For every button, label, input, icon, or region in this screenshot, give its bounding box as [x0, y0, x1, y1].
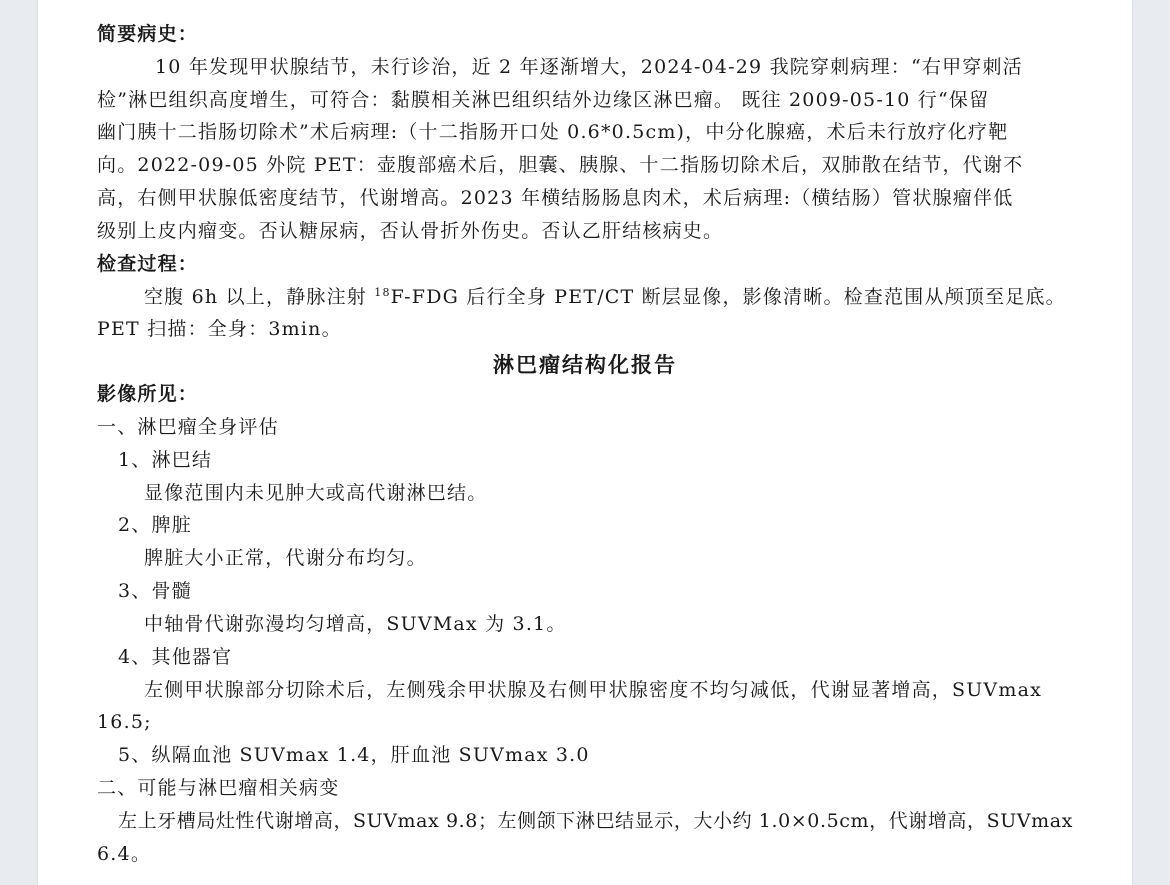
history-line: 10 年发现甲状腺结节，未行诊治，近 2 年逐渐增大，2024-04-29 我院穿刺病理：“右甲穿刺活	[155, 56, 1023, 78]
report-page	[38, 0, 1132, 885]
procedure-line	[144, 285, 1066, 309]
item-title: 3、骨髓	[118, 580, 192, 602]
item-title: 2、脾脏	[118, 514, 192, 536]
item-title: 5、纵隔血池 SUVmax 1.4，肝血池 SUVmax 3.0	[118, 744, 590, 766]
procedure-text: 空腹 6h 以上，静脉注射	[144, 286, 375, 308]
history-line: 幽门胰十二指肠切除术”术后病理:（十二指肠开口处 0.6*0.5cm)，中分化腺癌，术后未行放疗化疗靶	[97, 121, 1009, 143]
history-line: 级别上皮内瘤变。否认糖尿病，否认骨折外伤史。否认乙肝结核病史。	[97, 220, 724, 242]
procedure-line: PET 扫描：全身：3min。	[97, 318, 342, 340]
procedure-heading: 检查过程：	[97, 253, 199, 275]
item-text: 中轴骨代谢弥漫均匀增高，SUVMax 为 3.1。	[144, 613, 567, 635]
section-title: 二、可能与淋巴瘤相关病变	[97, 777, 340, 799]
item-text: 显像范围内未见肿大或高代谢淋巴结。	[144, 482, 488, 504]
section-text: 左上牙槽局灶性代谢增高，SUVmax 9.8；左侧颌下淋巴结显示，大小约 1.0×0.5cm，代谢增高，SUVmax	[118, 810, 1073, 832]
history-line: 检”淋巴组织高度增生，可符合：黏膜相关淋巴组织结外边缘区淋巴瘤。 既往 2009-05-10 行“保留	[97, 89, 990, 111]
item-text: 左侧甲状腺部分切除术后，左侧残余甲状腺及右侧甲状腺密度不均匀减低，代谢显著增高，SUVmax	[144, 679, 1043, 701]
findings-heading: 影像所见：	[97, 383, 199, 405]
item-title: 1、淋巴结	[118, 449, 213, 471]
section-title: 一、淋巴瘤全身评估	[97, 416, 279, 438]
procedure-text: F-FDG 后行全身 PET/CT 断层显像，影像清晰。检查范围从颅顶至足底。	[390, 286, 1066, 308]
item-text: 16.5;	[97, 711, 152, 733]
item-title: 4、其他器官	[118, 646, 233, 668]
report-title: 淋巴瘤结构化报告	[493, 352, 677, 377]
item-text: 脾脏大小正常，代谢分布均匀。	[144, 547, 427, 569]
history-line: 高，右侧甲状腺低密度结节，代谢增高。2023 年横结肠肠息肉术，术后病理:（横结肠）管状腺瘤伴低	[97, 187, 1014, 209]
history-line: 向。2022-09-05 外院 PET：壶腹部癌术后，胆囊、胰腺、十二指肠切除术后，双肺散在结节，代谢不	[97, 154, 1024, 176]
history-heading: 简要病史：	[97, 23, 199, 45]
section-text: 6.4。	[97, 843, 152, 865]
isotope-superscript: 18	[374, 286, 391, 299]
